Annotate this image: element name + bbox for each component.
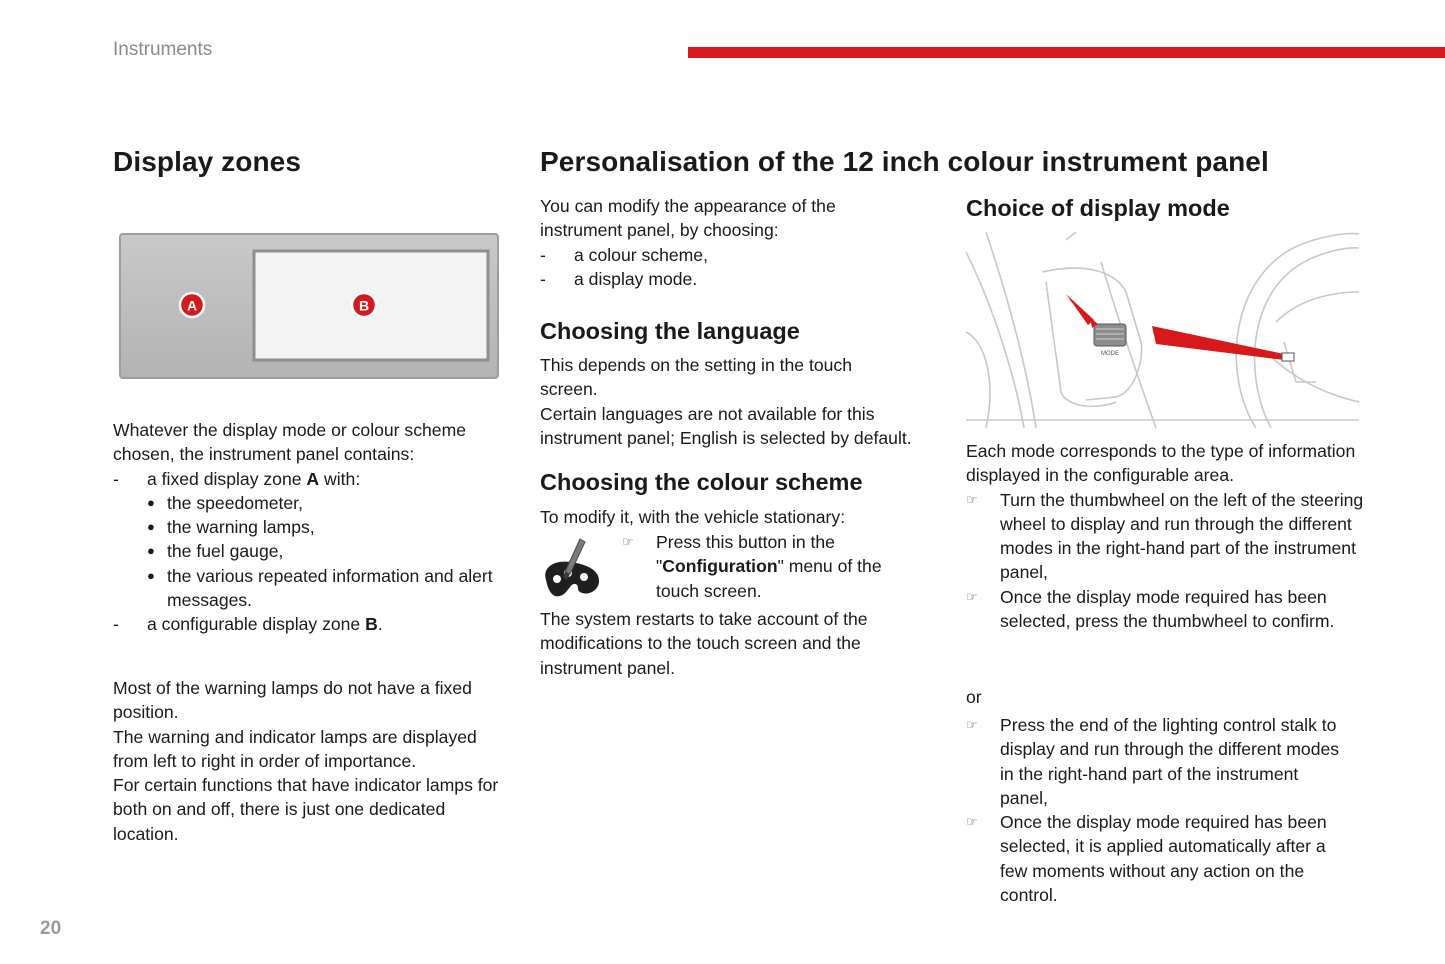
colour-scheme-intro: To modify it, with the vehicle stationary: [540, 507, 846, 527]
colour-scheme-outro: The system restarts to take account of the modifications to the touch screen and the instrument panel. [540, 609, 868, 678]
personalisation-intro-block [540, 194, 870, 291]
header-accent-bar [688, 47, 1445, 58]
display-zones-heading: Display zones [113, 146, 302, 177]
note-dedicated-location: For certain functions that have indicator lamps for both on and off, there is just one dedicated location. [113, 775, 499, 844]
list-item: ● the various repeated information and alert messages. [147, 565, 493, 611]
list-item: - a display mode. [540, 268, 698, 289]
pointer-icon: ☞ [622, 534, 634, 549]
note-fixed-position: Most of the warning lamps do not have a fixed position. [113, 678, 472, 723]
steering-wheel-illustration [966, 232, 1359, 428]
pointer-icon: ☞ [966, 491, 978, 507]
pointer-icon: ☞ [966, 717, 978, 732]
palette-icon [540, 536, 604, 602]
pointer-icon: ☞ [966, 588, 978, 604]
language-body [540, 353, 940, 450]
zone-b-label: B [358, 297, 370, 314]
zone-a-marker [180, 293, 204, 317]
note-order: The warning and indicator lamps are displayed from left to right in order of importance. [113, 726, 477, 771]
instrument-panel-diagram [119, 233, 499, 379]
mode-button-label: MODE [1101, 351, 1119, 357]
display-mode-heading: Choice of display mode [966, 195, 1230, 221]
language-heading: Choosing the language [540, 318, 800, 344]
display-mode-intro: Each mode corresponds to the type of information displayed in the configurable area. [966, 441, 1356, 486]
list-item: ☞ Once the display mode required has been selected, it is applied automatically after a few moments without any action on the control. [966, 810, 1351, 907]
display-zones-intro: Whatever the display mode or colour scheme chosen, the instrument panel contains: [113, 420, 467, 465]
list-item: ☞ Press the end of the lighting control stalk to display and run through the different modes in the right-hand part of the instrument panel, [966, 713, 1351, 810]
pointer-icon: ☞ [966, 814, 978, 830]
list-item: ☞ Turn the thumbwheel on the left of the steering wheel to display and run through the different modes in the right-hand part of the instrument panel, [966, 488, 1366, 585]
or-separator: or [966, 687, 982, 707]
zone-b-line: - a configurable display zone B. [113, 614, 383, 635]
personalisation-intro: You can modify the appearance of the instrument panel, by choosing: [540, 196, 836, 241]
colour-scheme-step: ☞ Press this button in the "Configuration" menu of the touch screen. [622, 530, 922, 603]
zone-a-label: A [186, 297, 198, 314]
language-text-1: This depends on the setting in the touch screen. [540, 355, 853, 400]
warning-lamps-notes [113, 676, 508, 846]
language-text-2: Certain languages are not available for this instrument panel; English is selected by default. [540, 403, 912, 448]
list-item: ● the warning lamps, [147, 517, 315, 538]
personalisation-heading: Personalisation of the 12 inch colour instrument panel [540, 146, 1269, 177]
zone-a-line: - a fixed display zone A with: [113, 468, 361, 489]
list-item: ● the speedometer, [147, 492, 303, 513]
display-mode-alt-steps [966, 713, 1366, 907]
list-item: ● the fuel gauge, [147, 541, 284, 562]
section-title: Instruments [113, 39, 213, 60]
display-mode-body [966, 439, 1366, 633]
page-number: 20 [40, 918, 62, 939]
list-item: - a colour scheme, [540, 244, 708, 265]
colour-scheme-heading: Choosing the colour scheme [540, 469, 863, 495]
zone-b-marker [352, 293, 376, 317]
list-item: ☞ Once the display mode required has been selected, press the thumbwheel to confirm. [966, 585, 1366, 634]
display-zones-body [113, 418, 508, 637]
